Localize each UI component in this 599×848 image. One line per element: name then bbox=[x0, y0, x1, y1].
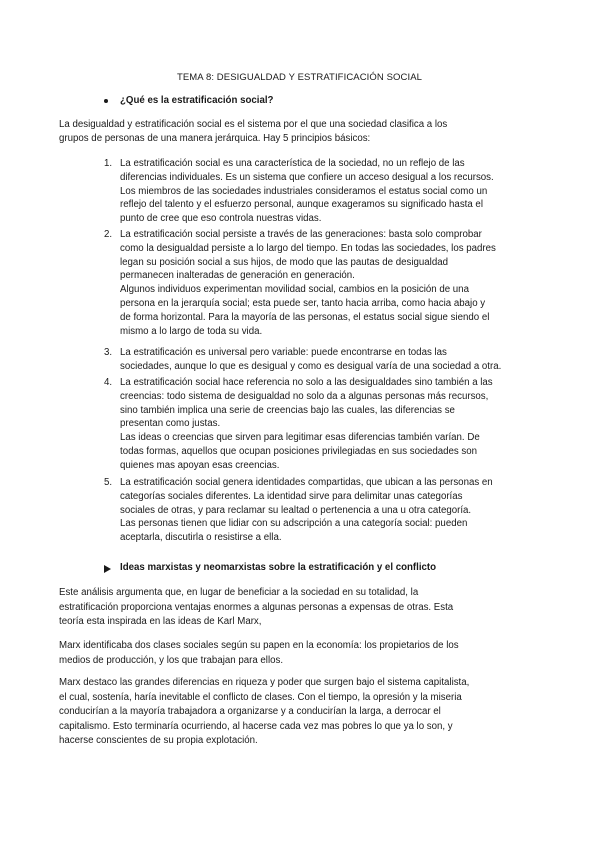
list-item-line: La estratificación social es una característica de la sociedad, no un reflejo de las bbox=[120, 158, 465, 169]
paragraph-line: hacerse conscientes de su propia explotación. bbox=[59, 735, 258, 746]
page-title: TEMA 8: DESIGUALDAD Y ESTRATIFICACIÓN SOCIAL bbox=[176, 72, 423, 83]
list-item-line: mismo a lo largo de toda su vida. bbox=[120, 326, 263, 337]
list-item-line: persona en la jerarquía social; esta puede ser, tanto hacia arriba, como hacia abajo y bbox=[120, 298, 486, 309]
list-item-line: quienes mas apoyan esas creencias. bbox=[120, 460, 280, 471]
list-number: 2. bbox=[104, 229, 113, 240]
bullet-dot-icon bbox=[104, 99, 108, 103]
list-item-line: Las ideas o creencias que sirven para legitimar esas diferencias también varían. De bbox=[120, 432, 480, 443]
list-item-line: La estratificación social genera identidades compartidas, que ubican a las personas en bbox=[120, 477, 493, 488]
paragraph-line: medios de producción, y los que trabajan para ellos. bbox=[59, 655, 284, 666]
list-item-line: presentan como justas. bbox=[120, 418, 221, 429]
list-item-line: todas formas, aquellos que ocupan posiciones privilegiadas en sus sociedades son bbox=[120, 446, 478, 457]
paragraph-line: estratificación proporciona ventajas enormes a algunas personas a expensas de otras. Esta bbox=[59, 602, 454, 613]
list-item-line: aceptarla, discutirla o resistirse a ella. bbox=[120, 532, 282, 543]
list-item-line: Las personas tienen que lidiar con su adscripción a una categoría social: pueden bbox=[120, 518, 468, 529]
list-item-line: sino también implica una serie de creencias bajo las cuales, las diferencias se bbox=[120, 405, 455, 416]
list-item-line: La estratificación social persiste a través de las generaciones: basta solo comprobar bbox=[120, 229, 482, 240]
list-item-line: legan su posición social a sus hijos, de modo que las pautas de desigualdad bbox=[120, 257, 448, 268]
list-item-line: La estratificación social hace referencia no solo a las desigualdades sino también a las bbox=[120, 377, 493, 388]
paragraph-line: teoría esta inspirada en las ideas de Karl Marx, bbox=[59, 616, 262, 627]
list-item-line: La estratificación es universal pero variable: puede encontrarse en todas las bbox=[120, 347, 447, 358]
paragraph-line: Marx identificaba dos clases sociales según su papen en la economía: los propietarios de los bbox=[59, 640, 459, 651]
list-item-line: Algunos individuos experimentan movilidad social, cambios en la posición de una bbox=[120, 284, 469, 295]
list-item-line: creencias: todo sistema de desigualdad no solo da a algunas personas más recursos, bbox=[120, 391, 489, 402]
list-item-line: permanecen inalteradas de generación en generación. bbox=[120, 270, 355, 281]
paragraph-line: el cual, sostenía, haría inevitable el conflicto de clases. Con el tiempo, la opresión y la miseria bbox=[59, 692, 462, 703]
intro-line: La desigualdad y estratificación social es el sistema por el que una sociedad clasifica a los bbox=[59, 119, 448, 130]
list-item-line: reflejo del talento y el esfuerzo personal, aunque exageramos su significado hasta el bbox=[120, 199, 483, 210]
list-item-line: categorías sociales diferentes. La identidad sirve para delimitar unas categorías bbox=[120, 491, 463, 502]
list-number: 4. bbox=[104, 377, 113, 388]
list-item-line: sociedades, aunque lo que es desigual y como es desigual varía de una sociedad a otra. bbox=[120, 361, 502, 372]
list-number: 3. bbox=[104, 347, 113, 358]
paragraph-line: Este análisis argumenta que, en lugar de beneficiar a la sociedad en su totalidad, la bbox=[59, 587, 419, 598]
section-heading-marx: Ideas marxistas y neomarxistas sobre la estratificación y el conflicto bbox=[120, 562, 437, 573]
list-item-line: diferencias individuales. Es un sistema que confiere un acceso desigual a los recursos. bbox=[120, 172, 494, 183]
list-item-line: Los miembros de las sociedades industriales consideramos el estatus social como un bbox=[120, 186, 488, 197]
list-number: 1. bbox=[104, 158, 113, 169]
list-number: 5. bbox=[104, 477, 113, 488]
intro-line: grupos de personas de una manera jerárquica. Hay 5 principios básicos: bbox=[59, 133, 371, 144]
arrow-bullet-icon bbox=[104, 565, 111, 573]
list-item-line: de forma horizontal. Para la mayoría de las personas, el estatus social sigue siendo el bbox=[120, 312, 490, 323]
paragraph-line: conducirían a la mayoría trabajadora a organizarse y a conducirían la larga, a derrocar el bbox=[59, 706, 441, 717]
paragraph-line: capitalismo. Esto terminaría ocurriendo, al hacerse cada vez mas pobres lo que ya lo son, y bbox=[59, 721, 453, 732]
section-heading: ¿Qué es la estratificación social? bbox=[120, 95, 274, 106]
list-item-line: sociales de otras, y para reclamar su lealtad o pertenencia a una u otra categoría. bbox=[120, 505, 472, 516]
paragraph-line: Marx destaco las grandes diferencias en riqueza y poder que surgen bajo el sistema capitalista, bbox=[59, 677, 470, 688]
list-item-line: como la desigualdad persiste a lo largo del tiempo. En todas las sociedades, los padres bbox=[120, 243, 496, 254]
list-item-line: punto de cree que eso controla nuestras vidas. bbox=[120, 213, 322, 224]
